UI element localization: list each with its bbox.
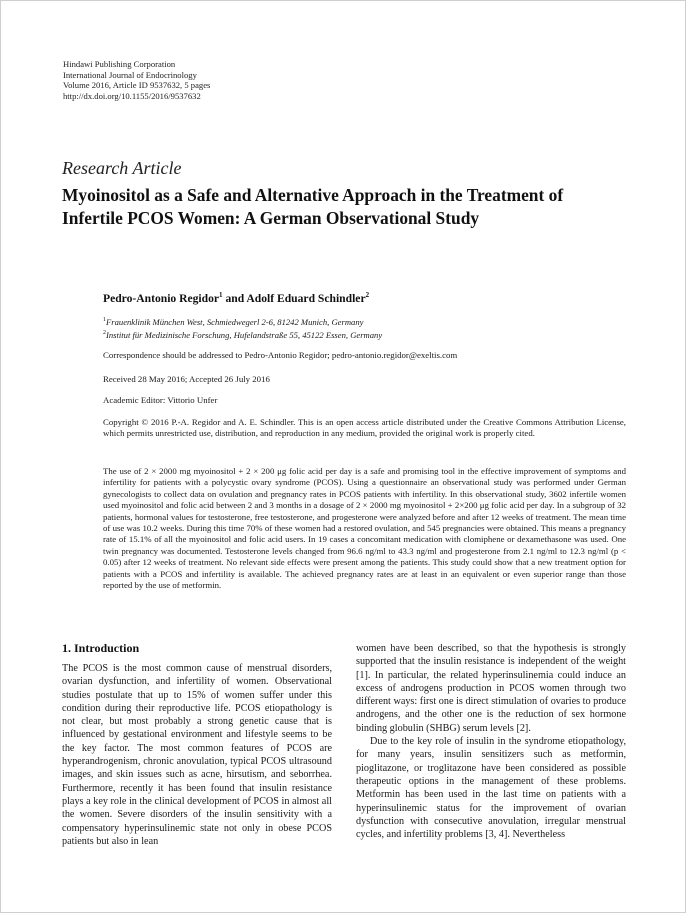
journal-line: International Journal of Endocrinology bbox=[63, 69, 197, 80]
body-paragraph: Due to the key role of insulin in the syndrome etiopathology, for many years, insulin sensitizers such as metformin, pioglitazone, or troglitazone have been considered as possible therapeutic options in the management of these problems. Metformin has been used in the last time on patients with a hyperinsulinemic status for the improvement of ovarian dysfunction with consecutive anovulation, irregular menstrual cycles, and infertility problems [3, 4]. Nevertheless bbox=[356, 736, 626, 841]
author-name: Adolf Eduard Schindler bbox=[246, 291, 366, 305]
affiliation-marker: 1 bbox=[219, 291, 223, 299]
body-paragraph: women have been described, so that the hypothesis is strongly supported that the insulin resistance is independent of the weight [1]. In particular, the related hyperinsulinemia could induce an excess of androgens production in PCOS women through two different ways: first one is direct stimulation of ovaries to produce androgens, and the other one is the reduction of sex hormone binding globulin (SHBG) serum levels [2]. bbox=[356, 643, 626, 734]
abstract: The use of 2 × 2000 mg myoinositol + 2 × 200 μg folic acid per day is a safe and promising tool in the effective improvement of symptoms and infertility for patients with a polycystic ovary syndrome (PCOS). Using a questionnaire an observational study was performed under German gynecologists to collect data on ovulation and pregnancy rates in PCOS patients with infertility. In this observational study, 3602 infertile women used myoinositol and folic acid between 2 and 3 months in a dosage of 2 × 2000 mg myoinositol + 2×200 μg folic acid per day. In a subgroup of 32 patients, hormonal values for testosterone, free testosterone, and progesterone were analyzed before and after 12 weeks of treatment. The mean time of use was 10.2 weeks. During this time 70% of these women had a restored ovulation, and 545 pregnancies were obtained. This means a pregnancy rate of 15.1% of all the myoinositol and folic acid users. In 19 cases a concomitant medication with clomiphene or dexamethasone was used. One twin pregnancy was documented. Testosterone levels changed from 96.6 ng/ml to 43.3 ng/ml and progesterone from 2.1 ng/ml to 12.3 ng/ml (p < 0.05) after 12 weeks of treatment. No relevant side effects were present among the patients. This study could show that a new treatment option for patients with a PCOS and infertility is available. The achieved pregnancy rates are at least in an equivalent or even superior range than those reported by the use of metformin. bbox=[103, 466, 626, 591]
doi-line: http://dx.doi.org/10.1155/2016/9537632 bbox=[63, 90, 201, 101]
affiliation-text: Frauenklinik München West, Schmiedwegerl 2-6, 81242 Munich, Germany bbox=[106, 316, 364, 327]
section-heading: 1. Introduction bbox=[62, 641, 140, 655]
article-type: Research Article bbox=[62, 158, 182, 178]
affiliation-marker: 2 bbox=[365, 291, 370, 299]
affiliation-number: 1 bbox=[103, 317, 106, 323]
article-title: Myoinositol as a Safe and Alternative Approach in the Treatment of Infertile PCOS Women: A German Observational Study bbox=[62, 185, 564, 228]
volume-line: Volume 2016, Article ID 9537632, 5 pages bbox=[63, 80, 211, 91]
academic-editor-line: Academic Editor: Vittorio Unfer bbox=[103, 395, 218, 405]
copyright-notice: Copyright © 2016 P.-A. Regidor and A. E. Schindler. This is an open access article distributed under the Creative Commons Attribution License, which permits unrestricted use, distribution, and reproduction in any medium, provided the original work is properly cited. bbox=[103, 417, 626, 439]
publisher-line: Hindawi Publishing Corporation bbox=[63, 59, 176, 69]
journal-header bbox=[63, 59, 210, 101]
received-line: Received 28 May 2016; Accepted 26 July 2016 bbox=[103, 374, 270, 384]
body-paragraph: The PCOS is the most common cause of menstrual disorders, ovarian dysfunction, and infertility of women. Observational studies postulate that up to 15% of women suffer under this condition during their reproductive life. PCOS etiopathology is not clear, but most probably a strong genetic cause that is influenced by gestational environment and lifestyle seems to be the key factor. The most common features of PCOS are hyperandrogenism, chronic anovulation, typical PCOS ultrasound images, and skin issues such as acne, hirsutism, and seborrhea. Furthermore, recently it has been found that insulin resistance plays a key role in the clinical development of PCOS in almost all the women. Severe disorders of the insulin sensitivity with a compensatory hyperinsulinemic state not only in obese PCOS patients but also in lean bbox=[62, 663, 332, 847]
left-column bbox=[62, 662, 332, 848]
affiliation-number: 2 bbox=[103, 330, 106, 336]
right-column bbox=[356, 642, 626, 841]
affiliation-2 bbox=[103, 328, 623, 341]
author-connector: and bbox=[222, 291, 247, 305]
author-name: Pedro-Antonio Regidor bbox=[103, 291, 220, 305]
affiliation-1 bbox=[103, 315, 623, 328]
affiliation-text: Institut für Medizinische Forschung, Hufelandstraße 55, 45122 Essen, Germany bbox=[106, 329, 383, 340]
author-line bbox=[103, 291, 369, 305]
correspondence-line: Correspondence should be addressed to Pedro-Antonio Regidor; pedro-antonio.regidor@exeltis.com bbox=[103, 350, 458, 360]
